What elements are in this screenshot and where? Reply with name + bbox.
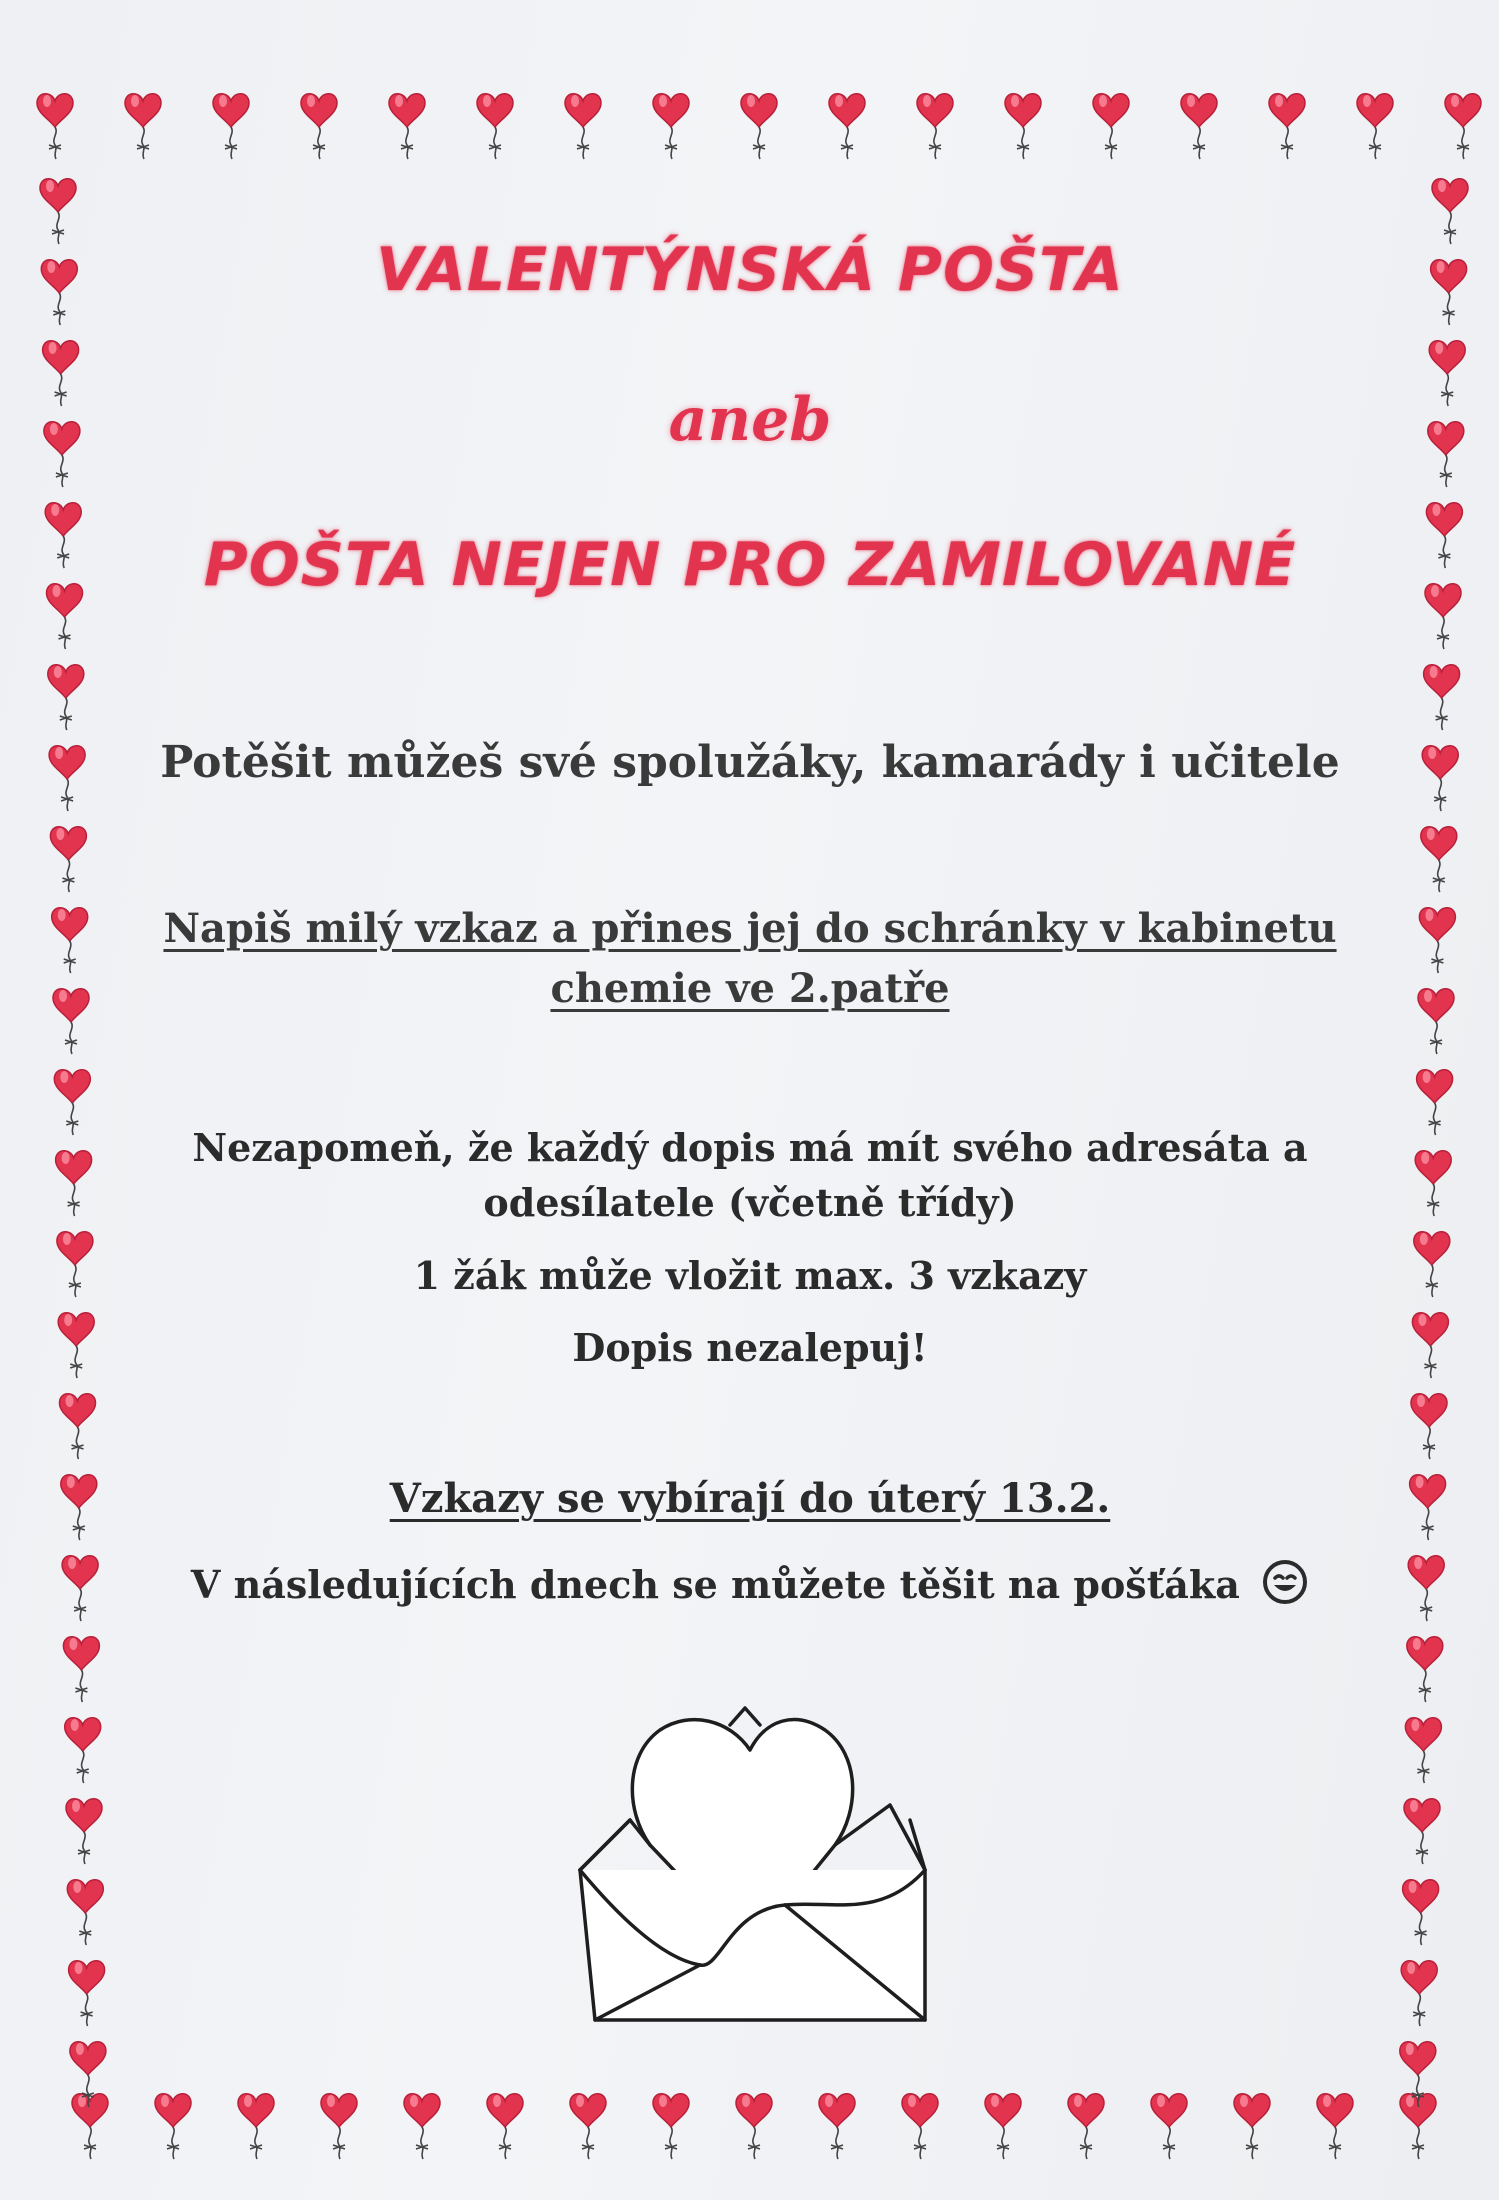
title-aneb: aneb (668, 385, 832, 455)
reminder-line-2: odesílatele (včetně třídy) (483, 1180, 1017, 1225)
smiley-icon (1261, 1558, 1309, 1615)
deadline-text: Vzkazy se vybírají do úterý 13.2. (389, 1475, 1111, 1522)
no-seal-text: Dopis nezalepuj! (572, 1325, 928, 1370)
title-line-3: POŠTA NEJEN PRO ZAMILOVANÉ (203, 530, 1297, 600)
closing-text: V následujících dnech se můžete těšit na pošťáka (190, 1562, 1240, 1607)
limit-text: 1 žák může vložit max. 3 vzkazy (413, 1253, 1087, 1298)
envelope-heart-icon (570, 1700, 930, 2030)
subtitle: Potěšit můžeš své spolužáky, kamarády i učitele (160, 737, 1340, 788)
instruction-line-1: Napiš milý vzkaz a přines jej do schránky v kabinetu (163, 905, 1337, 952)
closing-line (150, 1558, 1350, 1615)
reminder-line-1: Nezapomeň, že každý dopis má mít svého adresáta a (192, 1125, 1308, 1170)
title-line-1: VALENTÝNSKÁ POŠTA (376, 235, 1124, 305)
instruction-line-2: chemie ve 2.patře (550, 965, 950, 1012)
